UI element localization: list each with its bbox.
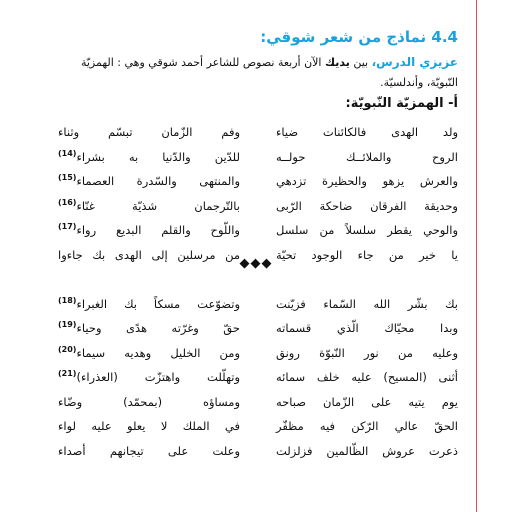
- verse-text: وتهلّلت واهتزّت (العذراء): [76, 370, 240, 384]
- verse-first-hemistich: [276, 414, 458, 439]
- verse-second-hemistich: [58, 365, 240, 390]
- verse-first-hemistich: [276, 365, 458, 390]
- verse-second-hemistich: [58, 145, 240, 170]
- verse-text: يا خير من جاء الوجود تحيّة: [276, 247, 458, 262]
- section-number: 4.4: [431, 28, 458, 46]
- verse-text: والمنتهى والسّدرة العصماء: [76, 174, 240, 188]
- verse-text: أثنى (المسيح) عليه خلف سمائه: [276, 370, 458, 384]
- verse-text: وعلت على تيجانهم أصداء: [58, 443, 240, 458]
- footnote-marker: (20): [58, 344, 77, 354]
- verse-second-hemistich: [58, 218, 240, 243]
- section-title: نماذج من شعر شوقي:: [260, 28, 427, 46]
- verse-text: للدّين والدّنيا به بشراء: [76, 149, 240, 164]
- verse-second-hemistich: [58, 120, 240, 145]
- poem-subheading: أ- الهمزيّة النّبويّة:: [345, 96, 458, 111]
- poem-right-column: [276, 120, 458, 463]
- stanza-gap: [276, 267, 458, 292]
- verse-first-hemistich: [276, 316, 458, 341]
- verse-text: ولد الهدى فالكائنات ضياء: [276, 125, 458, 139]
- verse-text: والوحي يقطر سلسلاً من سلسل: [276, 223, 458, 237]
- verse-text: واللّوح والقلم البديع رواء: [76, 223, 240, 237]
- verse-first-hemistich: [276, 243, 458, 268]
- verse-second-hemistich: [58, 439, 240, 464]
- verse-second-hemistich: [58, 414, 240, 439]
- verse-second-hemistich: [58, 341, 240, 366]
- verse-second-hemistich: [58, 316, 240, 341]
- footnote-marker: (19): [58, 320, 77, 330]
- ornament-diamonds: ◆◆◆: [239, 256, 273, 271]
- verse-second-hemistich: [58, 390, 240, 415]
- verse-second-hemistich: [58, 292, 240, 317]
- verse-text: وتضوّعت مسكاً بك الغبراء: [76, 296, 240, 311]
- stanza-gap: [58, 267, 240, 292]
- footnote-marker: (18): [58, 295, 77, 305]
- verse-text: وحديقة الفرقان ضاحكة الرّبى: [276, 198, 458, 213]
- verse-text: ومساؤه (بمحمّد) وضّاء: [58, 394, 240, 409]
- verse-first-hemistich: [276, 169, 458, 194]
- verse-text: حقّ وغرّته هدًى وحياء: [76, 321, 240, 335]
- verse-text: وبدا محيّاك الّذي قسماته: [276, 321, 458, 335]
- verse-second-hemistich: [58, 194, 240, 219]
- verse-text: في الملك لا يعلو عليه لواء: [58, 419, 240, 433]
- verse-text: الروح والملائــك حولــه: [276, 149, 458, 164]
- verse-text: ومن الخليل وهديه سيماء: [76, 345, 240, 360]
- verse-text: والعرش يزهو والحظيرة تزدهي: [276, 174, 458, 188]
- footnote-marker: (15): [58, 173, 77, 183]
- verse-first-hemistich: [276, 341, 458, 366]
- verse-text: الحقّ عالي الرّكن فيه مظفّر: [276, 419, 458, 433]
- intro-lead: عزيزي الدرس،: [371, 55, 458, 69]
- verse-text: وعليه من نور النّبوّة رونق: [276, 345, 458, 360]
- verse-first-hemistich: [276, 194, 458, 219]
- intro-highlight: يديك: [325, 56, 350, 69]
- section-heading: [260, 28, 458, 46]
- poem-left-column: [58, 120, 240, 463]
- verse-first-hemistich: [276, 292, 458, 317]
- verse-second-hemistich: [58, 243, 240, 268]
- verse-text: وفم الزّمان تبسّم وثناء: [58, 125, 240, 139]
- verse-text: من مرسلين إلى الهدى بك جاءوا: [58, 247, 240, 262]
- verse-first-hemistich: [276, 439, 458, 464]
- verse-first-hemistich: [276, 145, 458, 170]
- verse-first-hemistich: [276, 218, 458, 243]
- intro-before: بين: [349, 56, 372, 69]
- verse-second-hemistich: [58, 169, 240, 194]
- footnote-marker: (21): [58, 369, 77, 379]
- intro-after: الآن أربعة نصوص للشاعر أحمد شوقي وهي : الهمزيّة النّبويّة، وأندلسيّة.: [80, 56, 458, 89]
- verse-text: بك بشّر الله السّماء فزيّنت: [276, 296, 458, 311]
- verse-text: يوم يتيه على الزّمان صباحه: [276, 394, 458, 409]
- verse-text: بالتّرجمان شذيّة غنّاء: [76, 198, 240, 213]
- verse-text: ذعرت عروش الظّالمين فزلزلت: [276, 443, 458, 458]
- footnote-marker: (17): [58, 222, 77, 232]
- page-margin-line: [476, 0, 477, 512]
- footnote-marker: (14): [58, 148, 77, 158]
- footnote-marker: (16): [58, 197, 77, 207]
- intro-paragraph: [58, 52, 458, 93]
- verse-first-hemistich: [276, 390, 458, 415]
- verse-first-hemistich: [276, 120, 458, 145]
